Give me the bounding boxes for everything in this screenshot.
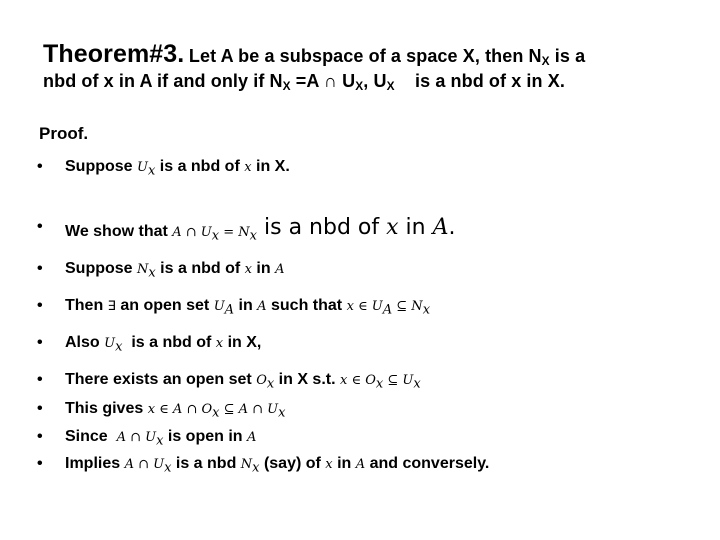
bullet-dot: • <box>37 400 43 417</box>
bullet-dot: • <box>37 218 43 235</box>
theorem-statement-part: Let A be a subspace of a space X, then $N_X$ is a <box>188 46 586 68</box>
bullet-dot: • <box>37 428 43 445</box>
theorem-label: Theorem#3. <box>43 40 185 68</box>
bullet-text: Suppose $U_x$ is a nbd of x in X. <box>65 158 290 179</box>
bullet-dot: • <box>37 260 43 277</box>
bullet-dot: • <box>37 297 43 314</box>
bullet-text: Then ∃ an open set $U_A$ in A such that x ∈ $U_A$ ⊆ $N_x$ <box>65 297 431 318</box>
proof-heading: Proof. <box>39 124 89 143</box>
bullet-dot: • <box>37 455 43 472</box>
bullet-text: Also $U_x$ is a nbd of x in X, <box>65 334 262 355</box>
bullet-dot: • <box>37 158 43 175</box>
bullet-text: We show that A ∩ $U_x = N_x$ is a nbd of x in A. <box>65 215 456 244</box>
bullet-text: Implies A ∩ $U_x$ is a nbd $N_x$ (say) of x in A and conversely. <box>65 455 490 476</box>
bullet-text: There exists an open set $O_x$ in X s.t. x ∈ $O_x$ ⊆ $U_x$ <box>65 371 421 392</box>
bullet-text: This gives x ∈ A ∩ $O_x$ ⊆ A ∩ $U_x$ <box>65 400 286 421</box>
exists-symbol: ∃ <box>107 299 116 314</box>
bullet-dot: • <box>37 334 43 351</box>
theorem-title-line-2: nbd of x in A if and only if $N_X =A$ ∩ $U_X$, $U_X$ is a nbd of x in X. <box>43 71 565 93</box>
bullet-dot: • <box>37 371 43 388</box>
bullet-text: Since A ∩ $U_x$ is open in A <box>65 428 257 449</box>
bullet-text: Suppose $N_x$ is a nbd of x in A <box>65 260 285 281</box>
